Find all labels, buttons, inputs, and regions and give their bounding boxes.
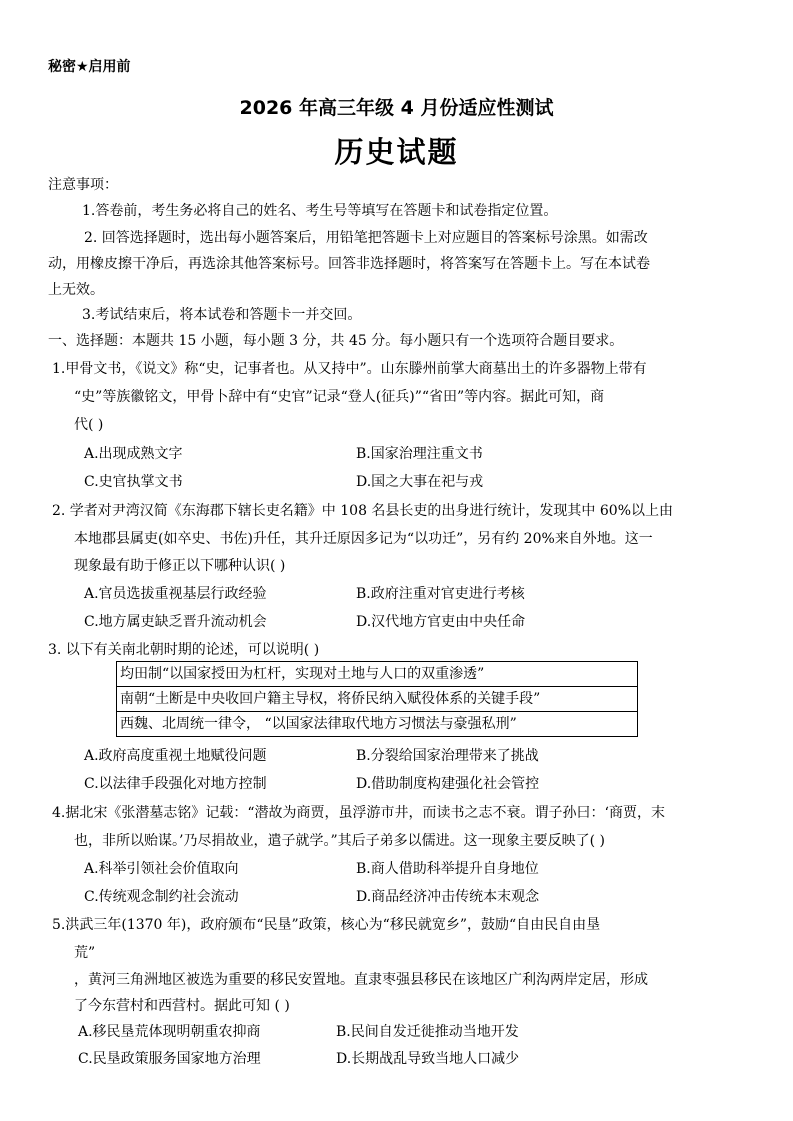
notice-item-2-line-3: 上无效。 bbox=[48, 282, 104, 298]
q3-option-a: A.政府高度重视土地赋役问题 bbox=[84, 748, 267, 764]
notice-item-2-line-1: 2. 回答选择题时，选出每小题答案后，用铅笔把答题卡上对应题目的答案标号涂黑。如需改 bbox=[84, 230, 648, 246]
q2-stem-line-1: 2. 学者对尹湾汉简《东海郡下辖长吏名籍》中 108 名县长吏的出身进行统计，发现其中 60%以上由 bbox=[52, 503, 673, 519]
q4-stem-line-1: 4.据北宋《张潜墓志铭》记载：“潜故为商贾，虽浮游市井，而读书之志不衰。谓子孙曰：‘商贾，末 bbox=[52, 805, 665, 821]
q3-quote-row-2: 南朝“土断是中央收回户籍主导权，将侨民纳入赋役体系的关键手段” bbox=[117, 687, 637, 712]
q2-stem-line-3: 现象最有助于修正以下哪种认识( ) bbox=[74, 558, 286, 574]
q2-option-d: D.汉代地方官吏由中央任命 bbox=[356, 614, 526, 630]
section-1-heading: 一、选择题：本题共 15 小题，每小题 3 分，共 45 分。每小题只有一个选项符合题目要求。 bbox=[48, 333, 624, 349]
q1-option-b: B.国家治理注重文书 bbox=[356, 446, 483, 462]
q3-option-d: D.借助制度构建强化社会管控 bbox=[356, 776, 540, 792]
q1-option-d: D.国之大事在祀与戎 bbox=[356, 474, 484, 490]
q5-option-b: B.民间自发迁徙推动当地开发 bbox=[336, 1024, 519, 1040]
q4-option-a: A.科举引领社会价值取向 bbox=[84, 861, 239, 877]
q5-option-c: C.民垦政策服务国家地方治理 bbox=[78, 1051, 261, 1067]
q3-quote-row-3: 西魏、北周统一律令， “以国家法律取代地方习惯法与豪强私刑” bbox=[117, 712, 637, 737]
q2-stem-line-2: 本地郡县属吏(如卒史、书佐)升任，其升迁原因多记为“以功迁”，另有约 20%来自外地。这一 bbox=[74, 531, 653, 547]
q3-quote-row-1: 均田制“以国家授田为杠杆，实现对土地与人口的双重渗透” bbox=[117, 662, 637, 687]
notice-heading: 注意事项： bbox=[48, 177, 118, 193]
q3-quote-table bbox=[116, 661, 638, 737]
notice-item-3: 3.考试结束后，将本试卷和答题卡一并交回。 bbox=[82, 307, 362, 323]
q5-option-d: D.长期战乱导致当地人口减少 bbox=[336, 1051, 520, 1067]
q5-option-a: A.移民垦荒体现明朝重农抑商 bbox=[78, 1024, 261, 1040]
q1-option-a: A.出现成熟文字 bbox=[84, 446, 183, 462]
q4-option-c: C.传统观念制约社会流动 bbox=[84, 889, 239, 905]
q2-option-a: A.官员选拔重视基层行政经验 bbox=[84, 586, 267, 602]
exam-title: 2026 年高三年级 4 月份适应性测试 bbox=[239, 97, 554, 119]
q3-option-b: B.分裂给国家治理带来了挑战 bbox=[356, 748, 539, 764]
secret-label: 秘密★启用前 bbox=[48, 59, 131, 75]
q5-stem-line-2: 荒” bbox=[74, 945, 96, 961]
q1-option-c: C.史官执掌文书 bbox=[84, 474, 183, 490]
q5-stem-line-3: ，黄河三角洲地区被选为重要的移民安置地。直隶枣强县移民在该地区广利沟两岸定居，形成 bbox=[74, 972, 648, 988]
subject-title: 历史试题 bbox=[334, 135, 459, 169]
q2-option-c: C.地方属吏缺乏晋升流动机会 bbox=[84, 614, 267, 630]
q4-option-b: B.商人借助科举提升自身地位 bbox=[356, 861, 539, 877]
q1-stem-line-1: 1.甲骨文书，《说文》称“史，记事者也。从又持中”。山东滕州前掌大商墓出土的许多器物上带有 bbox=[52, 361, 647, 377]
q2-option-b: B.政府注重对官吏进行考核 bbox=[356, 586, 525, 602]
q4-option-d: D.商品经济冲击传统本末观念 bbox=[356, 889, 540, 905]
q5-stem-line-1: 5.洪武三年(1370 年)，政府颁布“民垦”政策，核心为“移民就宽乡”，鼓励“自由民自由垦 bbox=[52, 917, 601, 933]
notice-item-2-line-2: 动，用橡皮擦干净后，再选涂其他答案标号。回答非选择题时，将答案写在答题卡上。写在本试卷 bbox=[48, 256, 650, 272]
notice-item-1: 1.答卷前，考生务必将自己的姓名、考生号等填写在答题卡和试卷指定位置。 bbox=[82, 203, 558, 219]
q1-stem-line-2: “史”等族徽铭文，甲骨卜辞中有“史官”记录“登人(征兵)”“省田”等内容。据此可知，商 bbox=[74, 389, 605, 405]
q1-stem-line-3: 代( ) bbox=[74, 417, 104, 433]
q5-stem-line-4: 了今东营村和西营村。据此可知 ( ) bbox=[74, 998, 290, 1014]
q4-stem-line-2: 也，非所以贻谋。’乃尽捐故业，遣子就学。”其后子弟多以儒进。这一现象主要反映了( ) bbox=[74, 833, 605, 849]
q3-option-c: C.以法律手段强化对地方控制 bbox=[84, 776, 267, 792]
q3-stem-line-1: 3. 以下有关南北朝时期的论述，可以说明( ) bbox=[48, 642, 320, 658]
